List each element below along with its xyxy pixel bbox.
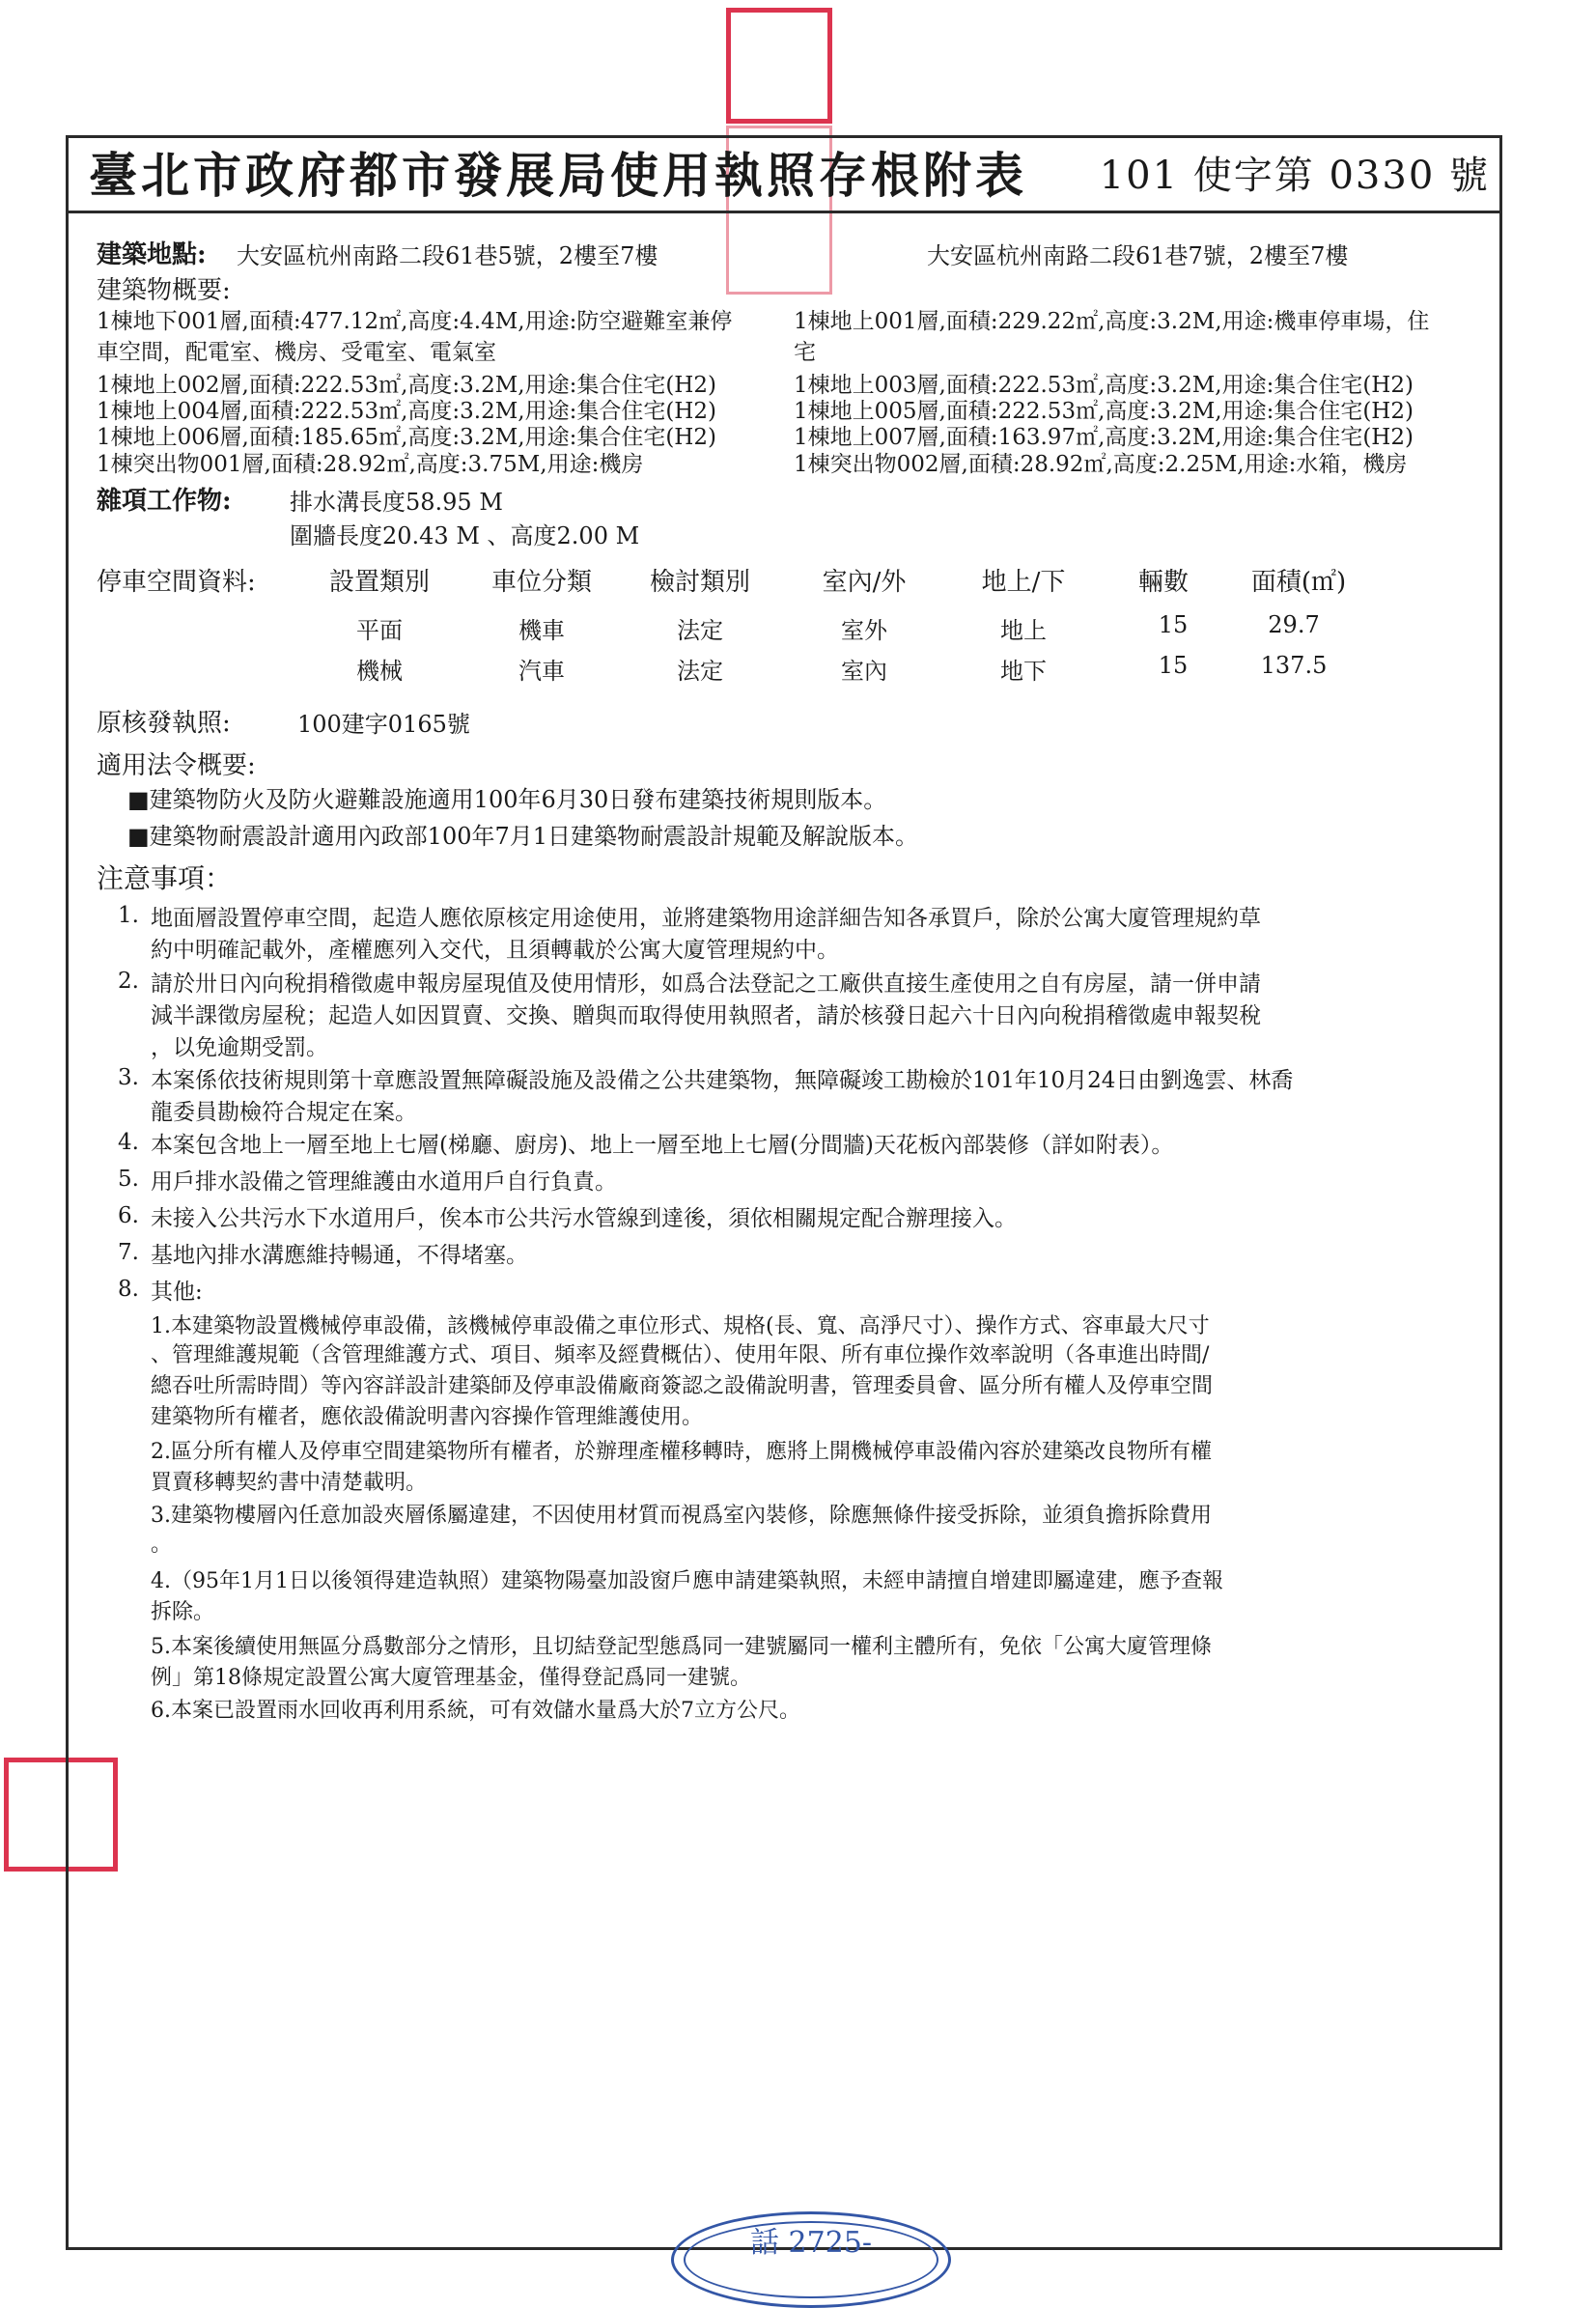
overview-left-2: 車空間，配電室、機房、受電室、電氣室	[97, 340, 496, 365]
parking-header-indoor: 室內/外	[822, 568, 907, 597]
note-2-line-1: 請於卅日內向稅捐稽徵處申報房屋現值及使用情形，如爲合法登記之工廠供直接生產使用之自有房屋，請一併申請	[151, 971, 1261, 997]
other-5-line-1: 5.本案後續使用無區分爲數部分之情形，且切結登記型態爲同一建號屬同一權利主體所有，免依「公寓大廈管理條	[151, 1635, 1212, 1659]
overview-left-4: 1棟地上004層,面積:222.53㎡,高度:3.2M,用途:集合住宅(H2)	[97, 399, 716, 424]
note-5-number: 5.	[118, 1167, 139, 1192]
site-address-1: 大安區杭州南路二段61巷5號，2樓至7樓	[237, 242, 658, 269]
blue-stamp-inner-ring	[684, 2221, 938, 2298]
overview-right-3: 1棟地上003層,面積:222.53㎡,高度:3.2M,用途:集合住宅(H2)	[794, 373, 1414, 398]
parking-row-2-type: 機械	[356, 658, 403, 685]
original-permit-value: 100建字0165號	[297, 711, 470, 738]
parking-header-class: 車位分類	[490, 568, 592, 597]
note-2-line-2: 減半課徵房屋稅；起造人如因買賣、交換、贈與而取得使用執照者，請於核發日起六十日內向稅捐稽徵處申報契稅	[151, 1003, 1261, 1028]
parking-row-2-level: 地下	[1000, 658, 1047, 685]
note-4-number: 4.	[118, 1130, 139, 1155]
other-2-line-2: 買賣移轉契約書中清楚載明。	[151, 1471, 428, 1495]
page-title: 臺北市政府都市發展局使用執照存根附表	[89, 147, 1027, 204]
parking-row-2-review: 法定	[677, 658, 723, 685]
other-3-line-1: 3.建築物樓層內任意加設夾層係屬違建，不因使用材質而視爲室內裝修，除應無條件接受拆除，並須負擔拆除費用	[151, 1504, 1212, 1528]
note-5-line-1: 用戶排水設備之管理維護由水道用戶自行負責。	[151, 1169, 617, 1195]
misc-label: 雜項工作物:	[97, 487, 232, 516]
other-4-line-1: 4.（95年1月1日以後領得建造執照）建築物陽臺加設窗戶應申請建築執照，未經申請擅自增建即屬違建，應予查報	[151, 1569, 1223, 1593]
parking-row-2-indoor: 室內	[841, 658, 887, 685]
parking-row-2-count: 15	[1158, 652, 1189, 679]
parking-row-1-level: 地上	[1000, 617, 1047, 644]
overview-right-4: 1棟地上005層,面積:222.53㎡,高度:3.2M,用途:集合住宅(H2)	[794, 399, 1414, 424]
other-4-line-2: 拆除。	[151, 1600, 215, 1624]
parking-row-1-indoor: 室外	[841, 617, 887, 644]
other-2-line-1: 2.區分所有權人及停車空間建築物所有權者，於辦理產權移轉時，應將上開機械停車設備內容於建築改良物所有權	[151, 1440, 1212, 1464]
note-7-line-1: 基地內排水溝應維持暢通，不得堵塞。	[151, 1243, 528, 1268]
header-divider	[66, 211, 1502, 213]
laws-label: 適用法令概要:	[97, 751, 256, 780]
overview-right-1: 1棟地上001層,面積:229.22㎡,高度:3.2M,用途:機車停車場，住	[794, 309, 1430, 334]
top-official-seal	[726, 8, 832, 124]
parking-row-2-area: 137.5	[1260, 652, 1328, 679]
other-1-line-1: 1.本建築物設置機械停車設備，該機械停車設備之車位形式、規格(長、寬、高淨尺寸）、操作方式、容車最大尺寸	[151, 1314, 1210, 1338]
parking-row-1-review: 法定	[677, 617, 723, 644]
notes-label: 注意事項：	[97, 862, 233, 894]
note-6-number: 6.	[118, 1203, 139, 1228]
overview-right-2: 宅	[794, 340, 816, 365]
note-2-line-3: ，以免逾期受罰。	[151, 1035, 328, 1060]
note-1-number: 1.	[118, 903, 139, 928]
overview-left-5: 1棟地上006層,面積:185.65㎡,高度:3.2M,用途:集合住宅(H2)	[97, 425, 716, 450]
permit-number: 101 使字第 0330 號	[1099, 154, 1490, 198]
other-1-line-2: 、管理維護規範（含管理維護方式、項目、頻率及經費概估）、使用年限、所有車位操作效率說明（各車進出時間/	[151, 1343, 1210, 1367]
note-3-line-2: 龍委員勘檢符合規定在案。	[151, 1100, 417, 1125]
parking-row-2-class: 汽車	[518, 658, 565, 685]
parking-header-area: 面積(㎡)	[1250, 568, 1347, 597]
law-item-2: ■建築物耐震設計適用內政部100年7月1日建築物耐震設計規範及解說版本。	[127, 823, 919, 850]
note-7-number: 7.	[118, 1240, 139, 1265]
overview-right-6: 1棟突出物002層,面積:28.92㎡,高度:2.25M,用途:水箱，機房	[794, 452, 1408, 477]
site-label: 建築地點:	[97, 240, 207, 269]
parking-header-count: 輛數	[1137, 568, 1189, 597]
note-1-line-1: 地面層設置停車空間，起造人應依原核定用途使用，並將建築物用途詳細告知各承買戶，除於公寓大廈管理規約草	[151, 906, 1261, 931]
parking-label: 停車空間資料:	[97, 568, 256, 597]
misc-line-2: 圍牆長度20.43 M 、高度2.00 M	[290, 522, 640, 549]
blue-receipt-stamp: 話 2725-	[671, 2211, 951, 2308]
parking-header-type: 設置類別	[328, 568, 430, 597]
parking-row-1-class: 機車	[518, 617, 565, 644]
parking-header-review: 檢討類別	[649, 568, 750, 597]
original-permit-label: 原核發執照:	[97, 709, 231, 738]
other-1-line-3: 總吞吐所需時間）等內容詳設計建築師及停車設備廠商簽認之設備說明書，管理委員會、區分所有權人及停車空間	[151, 1374, 1214, 1398]
other-1-line-4: 建築物所有權者，應依設備說明書內容操作管理維護使用。	[151, 1405, 704, 1429]
overview-left-6: 1棟突出物001層,面積:28.92㎡,高度:3.75M,用途:機房	[97, 452, 644, 477]
parking-row-1-type: 平面	[356, 617, 403, 644]
overview-left-1: 1棟地下001層,面積:477.12㎡,高度:4.4M,用途:防空避難室兼停	[97, 309, 733, 334]
note-8-number: 8.	[118, 1277, 139, 1302]
overview-label: 建築物概要:	[97, 276, 231, 305]
note-2-number: 2.	[118, 969, 139, 994]
other-3-line-2: 。	[151, 1533, 173, 1557]
parking-header-level: 地上/下	[981, 568, 1066, 597]
overview-left-3: 1棟地上002層,面積:222.53㎡,高度:3.2M,用途:集合住宅(H2)	[97, 373, 716, 398]
note-4-line-1: 本案包含地上一層至地上七層(梯廳、廚房)、地上一層至地上七層(分間牆)天花板內部裝修（詳如附表）。	[151, 1133, 1174, 1158]
parking-row-1-area: 29.7	[1268, 611, 1320, 638]
overview-right-5: 1棟地上007層,面積:163.97㎡,高度:3.2M,用途:集合住宅(H2)	[794, 425, 1414, 450]
other-6-line-1: 6.本案已設置雨水回收再利用系統，可有效儲水量爲大於7立方公尺。	[151, 1699, 800, 1723]
note-3-line-1: 本案係依技術規則第十章應設置無障礙設施及設備之公共建築物，無障礙竣工勘檢於101年10月24日由劉逸雲、林喬	[151, 1068, 1294, 1093]
parking-row-1-count: 15	[1158, 611, 1189, 638]
law-item-1: ■建築物防火及防火避難設施適用100年6月30日發布建築技術規則版本。	[127, 786, 887, 813]
site-address-2: 大安區杭州南路二段61巷7號，2樓至7樓	[927, 242, 1349, 269]
misc-line-1: 排水溝長度58.95 M	[290, 489, 503, 516]
note-6-line-1: 未接入公共污水下水道用戶，俟本市公共污水管線到達後，須依相關規定配合辦理接入。	[151, 1206, 1017, 1231]
note-8-line-1: 其他:	[151, 1280, 203, 1305]
other-5-line-2: 例」第18條規定設置公寓大廈管理基金，僅得登記爲同一建號。	[151, 1666, 751, 1690]
note-3-number: 3.	[118, 1065, 139, 1090]
note-1-line-2: 約中明確記載外，產權應列入交代，且須轉載於公寓大廈管理規約中。	[151, 938, 839, 963]
